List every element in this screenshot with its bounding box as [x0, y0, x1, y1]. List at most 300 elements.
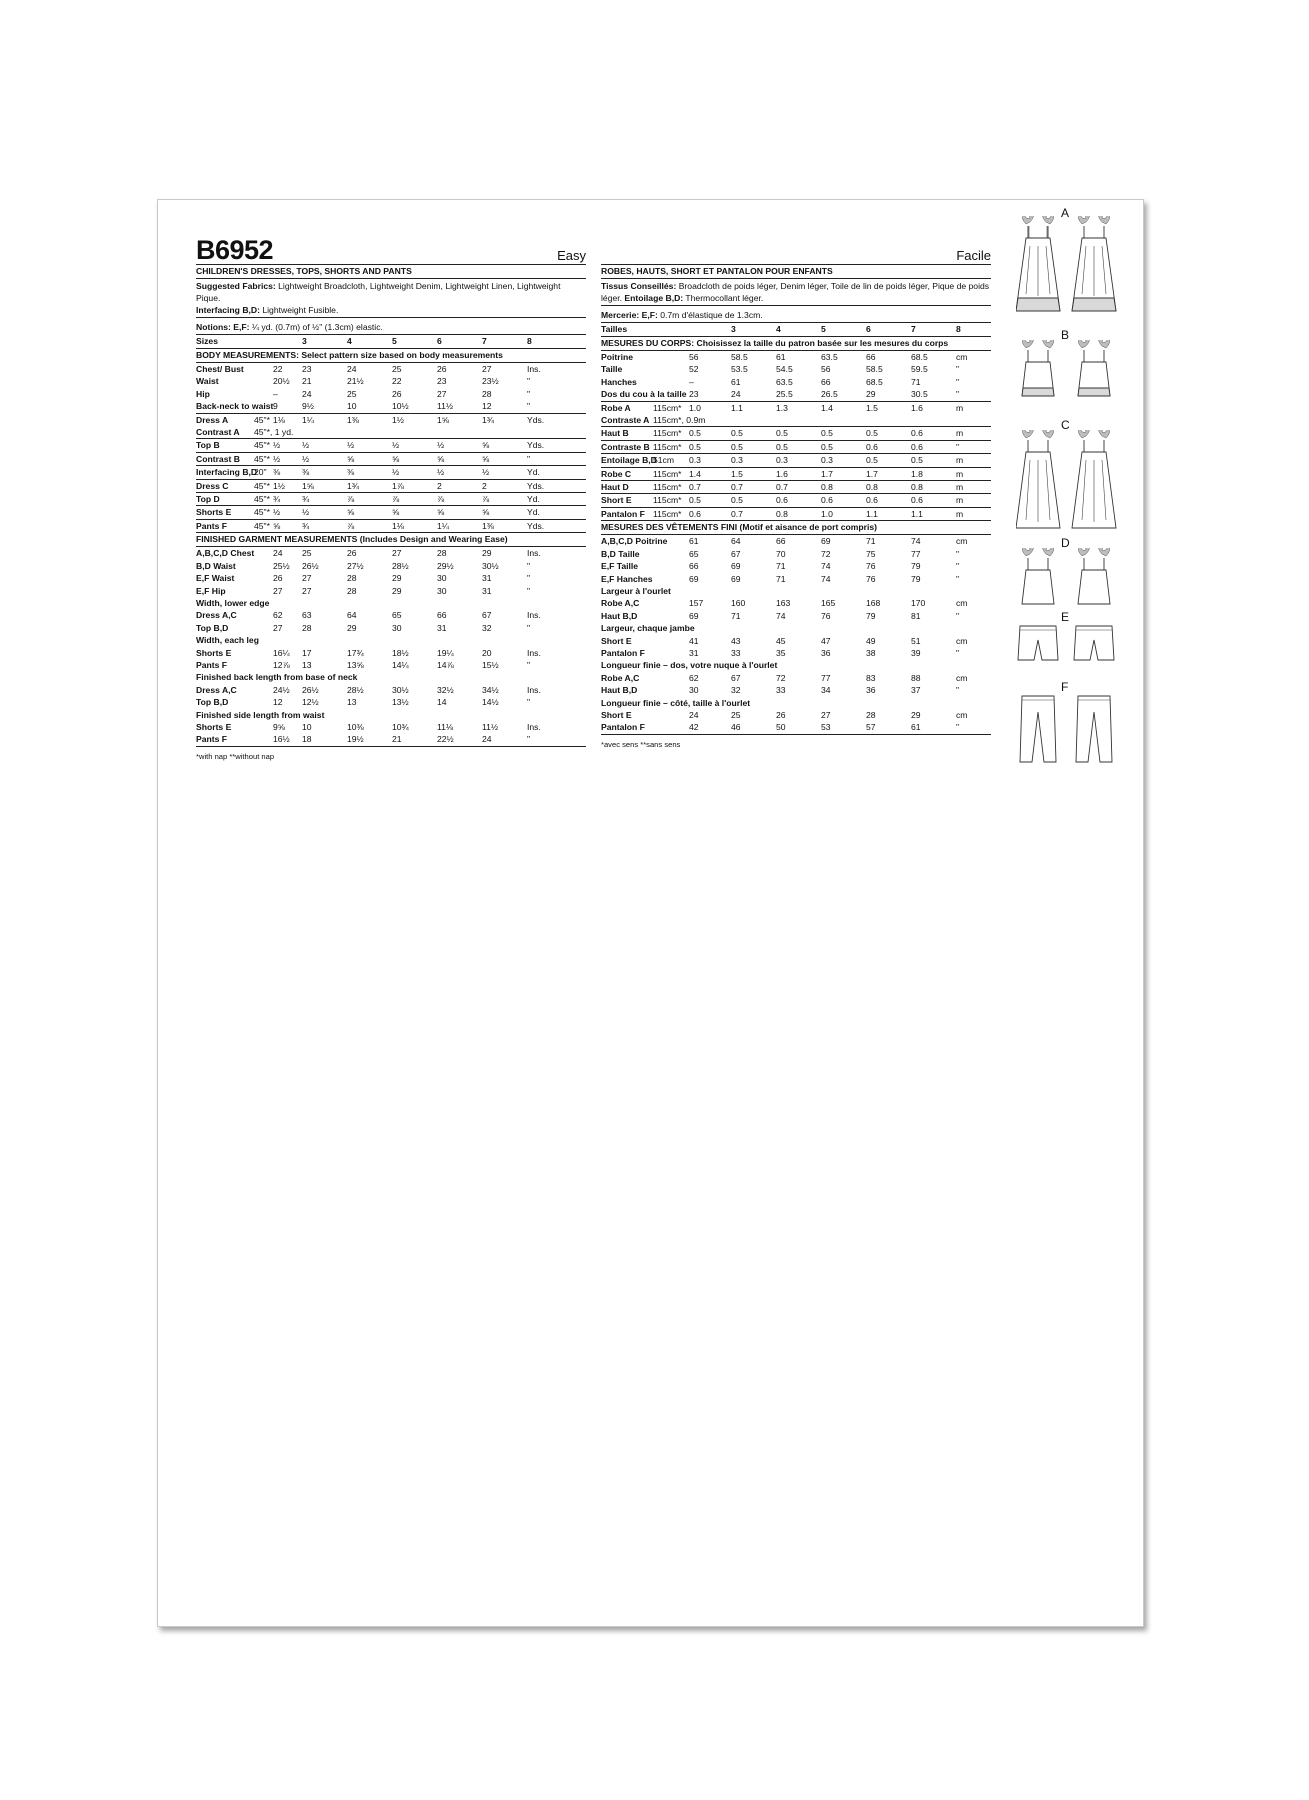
value-cell: 12⅞: [273, 659, 290, 670]
value-cell: 66: [776, 536, 786, 547]
value-cell: 68.5: [911, 352, 928, 362]
value-cell: 26: [392, 388, 402, 399]
yardage-value: 0.8: [866, 482, 878, 493]
value-cell: 19½: [347, 734, 364, 745]
value-cell: 65: [689, 548, 699, 559]
row-label: Pants F: [196, 734, 228, 745]
table-row: [196, 622, 586, 634]
value-cell: 19¼: [437, 647, 454, 658]
size-cell: 3: [302, 336, 307, 346]
unit-cell: Yd.: [527, 494, 540, 505]
yardage-value: ⅝: [347, 507, 355, 518]
value-cell: 66: [866, 352, 876, 362]
view-letter-f: F: [1061, 680, 1069, 694]
unit-cell: cm: [956, 672, 968, 683]
unit-cell: Ins.: [527, 610, 541, 621]
notions-line-fr: [601, 306, 991, 323]
value-cell: 27: [273, 622, 283, 633]
value-cell: 54.5: [776, 364, 793, 375]
value-cell: 51: [911, 635, 921, 646]
unit-cell: cm: [956, 598, 968, 609]
yardage-table-fr: [601, 402, 991, 522]
value-cell: 28: [347, 573, 357, 584]
yardage-value: ½: [392, 467, 400, 478]
table-row: [601, 597, 991, 609]
fabrics-label: Suggested Fabrics:: [196, 281, 276, 291]
value-cell: 74: [776, 610, 786, 621]
garment-label: Top B: [196, 440, 220, 451]
garment-label: Top D: [196, 494, 220, 505]
nap-footnote: *with nap **without nap: [196, 751, 275, 761]
fabrics-text: Lightweight Broadcloth, Lightweight Denim, Lightweight Linen, Lightweight Pique.: [196, 281, 561, 303]
table-row: [601, 351, 991, 363]
value-cell: [653, 548, 689, 560]
value-cell: 27: [482, 364, 492, 374]
row-label: B,D Waist: [196, 560, 236, 571]
interfacing-text-fr: Thermocollant léger.: [683, 293, 764, 303]
value-cell: [254, 363, 273, 375]
value-cell: 76: [866, 561, 876, 572]
row-label: Dress A,C: [196, 610, 237, 621]
value-cell: 30: [392, 622, 402, 633]
top-back-icon: [1078, 340, 1110, 396]
view-letter-b: B: [1061, 328, 1070, 342]
value-cell: 29: [392, 585, 402, 596]
value-cell: 67: [482, 610, 492, 621]
yardage-value: ½: [392, 440, 400, 451]
unit-cell: Ins.: [527, 684, 541, 695]
unit-cell: cm: [956, 709, 968, 720]
row-label: Back-neck to waist: [196, 401, 274, 412]
finished-measurements-table: [196, 547, 586, 747]
garment-label: Haut D: [601, 482, 629, 493]
value-cell: 31: [482, 585, 492, 596]
value-cell: 26: [437, 364, 447, 374]
yardage-value: 1.1: [911, 508, 923, 519]
yardage-value: ⅝: [347, 453, 355, 464]
garment-label: Dress C: [196, 480, 229, 491]
table-row: [196, 375, 586, 387]
table-row: [196, 585, 586, 597]
value-cell: [653, 635, 689, 647]
value-cell: 57: [866, 722, 876, 733]
unit-cell: m: [956, 482, 964, 493]
yardage-value: ⅝: [482, 453, 490, 464]
value-cell: [653, 363, 689, 375]
value-cell: 25: [302, 548, 312, 559]
value-cell: 18: [302, 734, 312, 745]
value-cell: 59.5: [911, 364, 928, 375]
value-cell: 9⅝: [273, 721, 285, 732]
size-cell: [653, 323, 689, 336]
value-cell: 72: [776, 672, 786, 683]
unit-cell: cm: [956, 352, 968, 362]
size-cell: 8: [527, 336, 532, 346]
size-cell: [689, 323, 731, 336]
value-cell: 24: [347, 364, 357, 374]
value-cell: 28½: [347, 684, 364, 695]
value-cell: [254, 585, 273, 597]
yardage-value: ½: [437, 440, 445, 451]
yardage-value: 0.3: [689, 455, 701, 466]
unit-cell: ": [527, 734, 531, 745]
fabric-width: 115cm*: [653, 402, 682, 413]
value-cell: 71: [731, 610, 741, 621]
value-cell: 65: [392, 610, 402, 621]
yardage-value: ¾: [302, 520, 310, 531]
contrast-label: Contrast A: [196, 427, 240, 438]
yardage-row: [196, 453, 586, 466]
value-cell: 52: [689, 364, 699, 375]
value-cell: 56: [821, 364, 831, 375]
row-label: Robe A,C: [601, 672, 640, 683]
body-measurements-table: [196, 363, 586, 414]
row-label: Pantalon F: [601, 647, 645, 658]
unit-cell: m: [956, 468, 964, 479]
value-cell: 36: [866, 685, 876, 696]
yardage-value: 1¾: [347, 480, 359, 491]
table-row: [196, 696, 586, 708]
yardage-value: ½: [273, 453, 281, 464]
value-cell: 28: [866, 709, 876, 720]
value-cell: 160: [731, 598, 746, 609]
fabric-width: 45"*: [254, 494, 270, 505]
yardage-row: [196, 414, 586, 426]
yardage-value: 0.5: [866, 428, 878, 439]
table-row: [601, 548, 991, 560]
value-cell: 29: [911, 709, 921, 720]
dress-c-back-icon: [1072, 430, 1116, 528]
unit-cell: ": [527, 401, 531, 412]
yardage-value: ½: [273, 440, 281, 451]
table-row: [601, 684, 991, 696]
value-cell: 72: [821, 548, 831, 559]
value-cell: 36: [821, 647, 831, 658]
value-cell: 28: [347, 585, 357, 596]
value-cell: 21: [302, 376, 312, 387]
value-cell: 30: [437, 585, 447, 596]
value-cell: 74: [821, 573, 831, 584]
value-cell: 22½: [437, 734, 454, 745]
subsection-title: Largeur à l'ourlet: [601, 585, 671, 596]
yardage-value: ½: [302, 453, 310, 464]
interfacing-text: Lightweight Fusible.: [259, 305, 339, 315]
value-cell: 10¾: [392, 721, 409, 732]
row-label: Robe A,C: [601, 598, 640, 609]
yardage-row: [601, 468, 991, 481]
value-cell: 163: [776, 598, 791, 609]
unit-cell: m: [956, 455, 964, 466]
unit-cell: m: [956, 428, 964, 439]
yardage-value: 0.6: [689, 508, 701, 519]
garment-label: Interfacing B,D: [196, 467, 258, 478]
yardage-value: 1.3: [776, 402, 788, 413]
table-row: [196, 684, 586, 696]
yardage-row: [196, 480, 586, 493]
garment-label: Pants F: [196, 520, 228, 531]
value-cell: 23: [437, 376, 447, 387]
yardage-value: 0.7: [731, 508, 743, 519]
table-row: [601, 610, 991, 622]
value-cell: 50: [776, 722, 786, 733]
yardage-value: 0.6: [821, 495, 833, 506]
yardage-value: 1.5: [866, 402, 878, 413]
yardage-value: ¾: [273, 494, 281, 505]
size-cell: 8: [956, 324, 961, 334]
value-cell: [653, 597, 689, 609]
table-row: [196, 388, 586, 400]
yardage-row: [196, 506, 586, 519]
size-cell: 4: [776, 324, 781, 334]
value-cell: 64: [347, 610, 357, 621]
table-row: [601, 709, 991, 721]
subsection-title: Finished back length from base of neck: [196, 672, 358, 683]
value-cell: 38: [866, 647, 876, 658]
view-letter-c: C: [1061, 418, 1070, 432]
unit-cell: ": [956, 722, 960, 733]
row-label: Pants F: [196, 659, 228, 670]
notions-text-fr: 0.7m d'élastique de 1.3cm.: [657, 310, 763, 320]
table-row: [601, 721, 991, 734]
yardage-value: 1.4: [689, 468, 701, 479]
value-cell: 62: [273, 610, 283, 621]
interfacing-label-fr: Entoilage B,D:: [622, 293, 684, 303]
yardage-value: 0.8: [821, 482, 833, 493]
top-d-front-icon: [1022, 548, 1054, 604]
fabric-width: 115cm*: [653, 441, 682, 452]
value-cell: 27: [437, 388, 447, 399]
table-row: [601, 647, 991, 659]
unit-cell: Yd.: [527, 507, 540, 518]
sizes-label: Tailles: [601, 324, 628, 334]
value-cell: 22: [273, 364, 283, 374]
size-cell: [273, 335, 302, 348]
value-cell: 20: [482, 647, 492, 658]
unit-cell: Ins.: [527, 721, 541, 732]
value-cell: 61: [776, 352, 786, 362]
unit-cell: ": [527, 453, 531, 464]
subsection-title: Finished side length from waist: [196, 709, 325, 720]
yardage-value: 0.8: [776, 508, 788, 519]
value-cell: 25.5: [776, 389, 793, 400]
yardage-value: ½: [437, 467, 445, 478]
value-cell: [254, 684, 273, 696]
row-label: Waist: [196, 376, 219, 387]
value-cell: 17: [302, 647, 312, 658]
value-cell: 14⅞: [437, 659, 454, 670]
yardage-value: 0.5: [731, 441, 743, 452]
value-cell: 69: [731, 561, 741, 572]
row-label: Haut B,D: [601, 685, 638, 696]
unit-cell: Yd.: [527, 467, 540, 478]
table-row: [601, 535, 991, 547]
yardage-value: ⅜: [302, 467, 310, 478]
value-cell: 45: [776, 635, 786, 646]
value-cell: 23: [689, 389, 699, 400]
english-column: [196, 235, 586, 764]
yardage-value: 1.0: [689, 402, 701, 413]
yardage-value: ¾: [302, 494, 310, 505]
value-cell: 27: [392, 548, 402, 559]
yardage-subrow: [601, 414, 991, 427]
notions-line: [196, 318, 586, 335]
value-cell: 83: [866, 672, 876, 683]
value-cell: 168: [866, 598, 881, 609]
unit-cell: ": [527, 376, 531, 387]
view-letter-e: E: [1061, 610, 1070, 624]
value-cell: 11⅛: [437, 721, 454, 732]
yardage-value: 0.5: [731, 428, 743, 439]
value-cell: 70: [776, 548, 786, 559]
yardage-table: [196, 414, 586, 534]
yardage-value: 1⅞: [392, 480, 404, 491]
value-cell: 33: [731, 647, 741, 658]
value-cell: 15½: [482, 659, 499, 670]
unit-cell: Yds.: [527, 480, 545, 491]
value-cell: 30: [689, 685, 699, 696]
value-cell: 30½: [482, 560, 499, 571]
value-cell: [254, 622, 273, 634]
value-cell: 58.5: [731, 352, 748, 362]
yardage-value: 1⅜: [347, 414, 359, 425]
unit-cell: cm: [956, 635, 968, 646]
value-cell: 26: [273, 573, 283, 584]
row-label: E,F Taille: [601, 561, 639, 572]
yardage-row: [601, 481, 991, 494]
value-cell: 12: [482, 401, 492, 412]
yardage-row: [601, 402, 991, 414]
yardage-value: ⅝: [437, 453, 445, 464]
value-cell: 69: [689, 610, 699, 621]
fabric-width: 115cm*: [653, 468, 682, 479]
value-cell: 24½: [273, 684, 290, 695]
value-cell: 29: [482, 548, 492, 559]
value-cell: 23½: [482, 376, 499, 387]
value-cell: 24: [482, 734, 492, 745]
sizes-header-fr: [601, 323, 991, 337]
value-cell: 42: [689, 722, 699, 733]
yardage-value: 1.8: [911, 468, 923, 479]
value-cell: 77: [911, 548, 921, 559]
value-cell: 39: [911, 647, 921, 658]
yardage-value: 0.5: [821, 441, 833, 452]
yardage-value: 1⅛: [392, 520, 404, 531]
notions-label-fr: Mercerie: E,F:: [601, 310, 658, 320]
view-letter-d: D: [1061, 536, 1070, 550]
value-cell: 58.5: [866, 364, 883, 375]
value-cell: 79: [911, 561, 921, 572]
value-cell: 66: [689, 561, 699, 572]
value-cell: 49: [866, 635, 876, 646]
table-row: [196, 609, 586, 621]
value-cell: 69: [689, 573, 699, 584]
value-cell: [653, 376, 689, 388]
value-cell: [254, 572, 273, 584]
value-cell: 13½: [392, 697, 409, 708]
yardage-value: 0.5: [776, 441, 788, 452]
view-b-top-sketch: [1016, 340, 1126, 402]
value-cell: 74: [821, 561, 831, 572]
value-cell: 76: [866, 573, 876, 584]
value-cell: 27: [273, 585, 283, 596]
value-cell: 25½: [273, 560, 290, 571]
table-row: [601, 363, 991, 375]
garment-label: Dress A: [196, 414, 229, 425]
subsection-title: Largeur, chaque jambe: [601, 623, 695, 634]
contrast-yardage: 45"*, 1 yd.: [254, 427, 294, 438]
top-front-icon: [1022, 340, 1054, 396]
value-cell: 157: [689, 598, 704, 609]
dress-front-icon: [1016, 216, 1060, 311]
garment-label: Contrast B: [196, 453, 240, 464]
value-cell: 24: [731, 389, 741, 400]
garment-label: Robe C: [601, 468, 632, 479]
value-cell: [653, 684, 689, 696]
yardage-value: 2: [437, 480, 442, 491]
table-row: [196, 647, 586, 659]
yardage-value: 0.5: [689, 428, 701, 439]
french-column: [601, 240, 991, 752]
value-cell: 25: [731, 709, 741, 720]
yardage-value: 0.3: [821, 455, 833, 466]
value-cell: 21½: [347, 376, 364, 387]
fabric-width: 45"*: [254, 414, 270, 425]
table-row: [601, 635, 991, 647]
value-cell: 41: [689, 635, 699, 646]
value-cell: 28½: [392, 560, 409, 571]
value-cell: 71: [776, 573, 786, 584]
unit-cell: Ins.: [527, 647, 541, 658]
value-cell: 10: [302, 721, 312, 732]
value-cell: 14¼: [392, 659, 409, 670]
value-cell: 34½: [482, 684, 499, 695]
table-row: [601, 672, 991, 684]
value-cell: [653, 535, 689, 547]
value-cell: 69: [821, 536, 831, 547]
yardage-row: [601, 427, 991, 440]
yardage-value: 0.8: [911, 482, 923, 493]
value-cell: 16½: [273, 734, 290, 745]
fabrics-text-fr: Broadcloth de poids léger, Denim léger, Toile de lin de poids léger, Pique de poids léger.: [601, 281, 990, 303]
value-cell: 28: [302, 622, 312, 633]
value-cell: 30: [437, 573, 447, 584]
pattern-title: CHILDREN'S DRESSES, TOPS, SHORTS AND PANTS: [196, 265, 586, 279]
row-label: Shorts E: [196, 721, 232, 732]
unit-cell: ": [956, 573, 960, 584]
yardage-value: 1⅛: [273, 414, 285, 425]
yardage-value: 0.5: [911, 455, 923, 466]
value-cell: 75: [866, 548, 876, 559]
unit-cell: m: [956, 508, 964, 519]
yardage-value: ⅜: [273, 467, 281, 478]
view-c-dress-sketch: [1016, 430, 1126, 540]
unit-cell: ": [956, 389, 960, 400]
fabric-width: 20": [254, 467, 267, 478]
subsection-title: Width, lower edge: [196, 597, 270, 608]
value-cell: 29: [866, 389, 876, 400]
value-cell: [254, 375, 273, 387]
unit-cell: ": [956, 647, 960, 658]
subsection-title: Width, each leg: [196, 635, 259, 646]
table-row: [196, 400, 586, 413]
finished-measurements-title-fr: MESURES DES VÊTEMENTS FINI (Motif et aisance de port compris): [601, 521, 991, 535]
yardage-value: ⅞: [482, 494, 490, 505]
yardage-value: 1.5: [731, 468, 743, 479]
unit-cell: Ins.: [527, 548, 541, 559]
body-measurements-title-fr: MESURES DU CORPS: Choisissez la taille du patron basée sur les mesures du corps: [601, 337, 991, 351]
yardage-value: 0.3: [776, 455, 788, 466]
table-row: [601, 388, 991, 401]
